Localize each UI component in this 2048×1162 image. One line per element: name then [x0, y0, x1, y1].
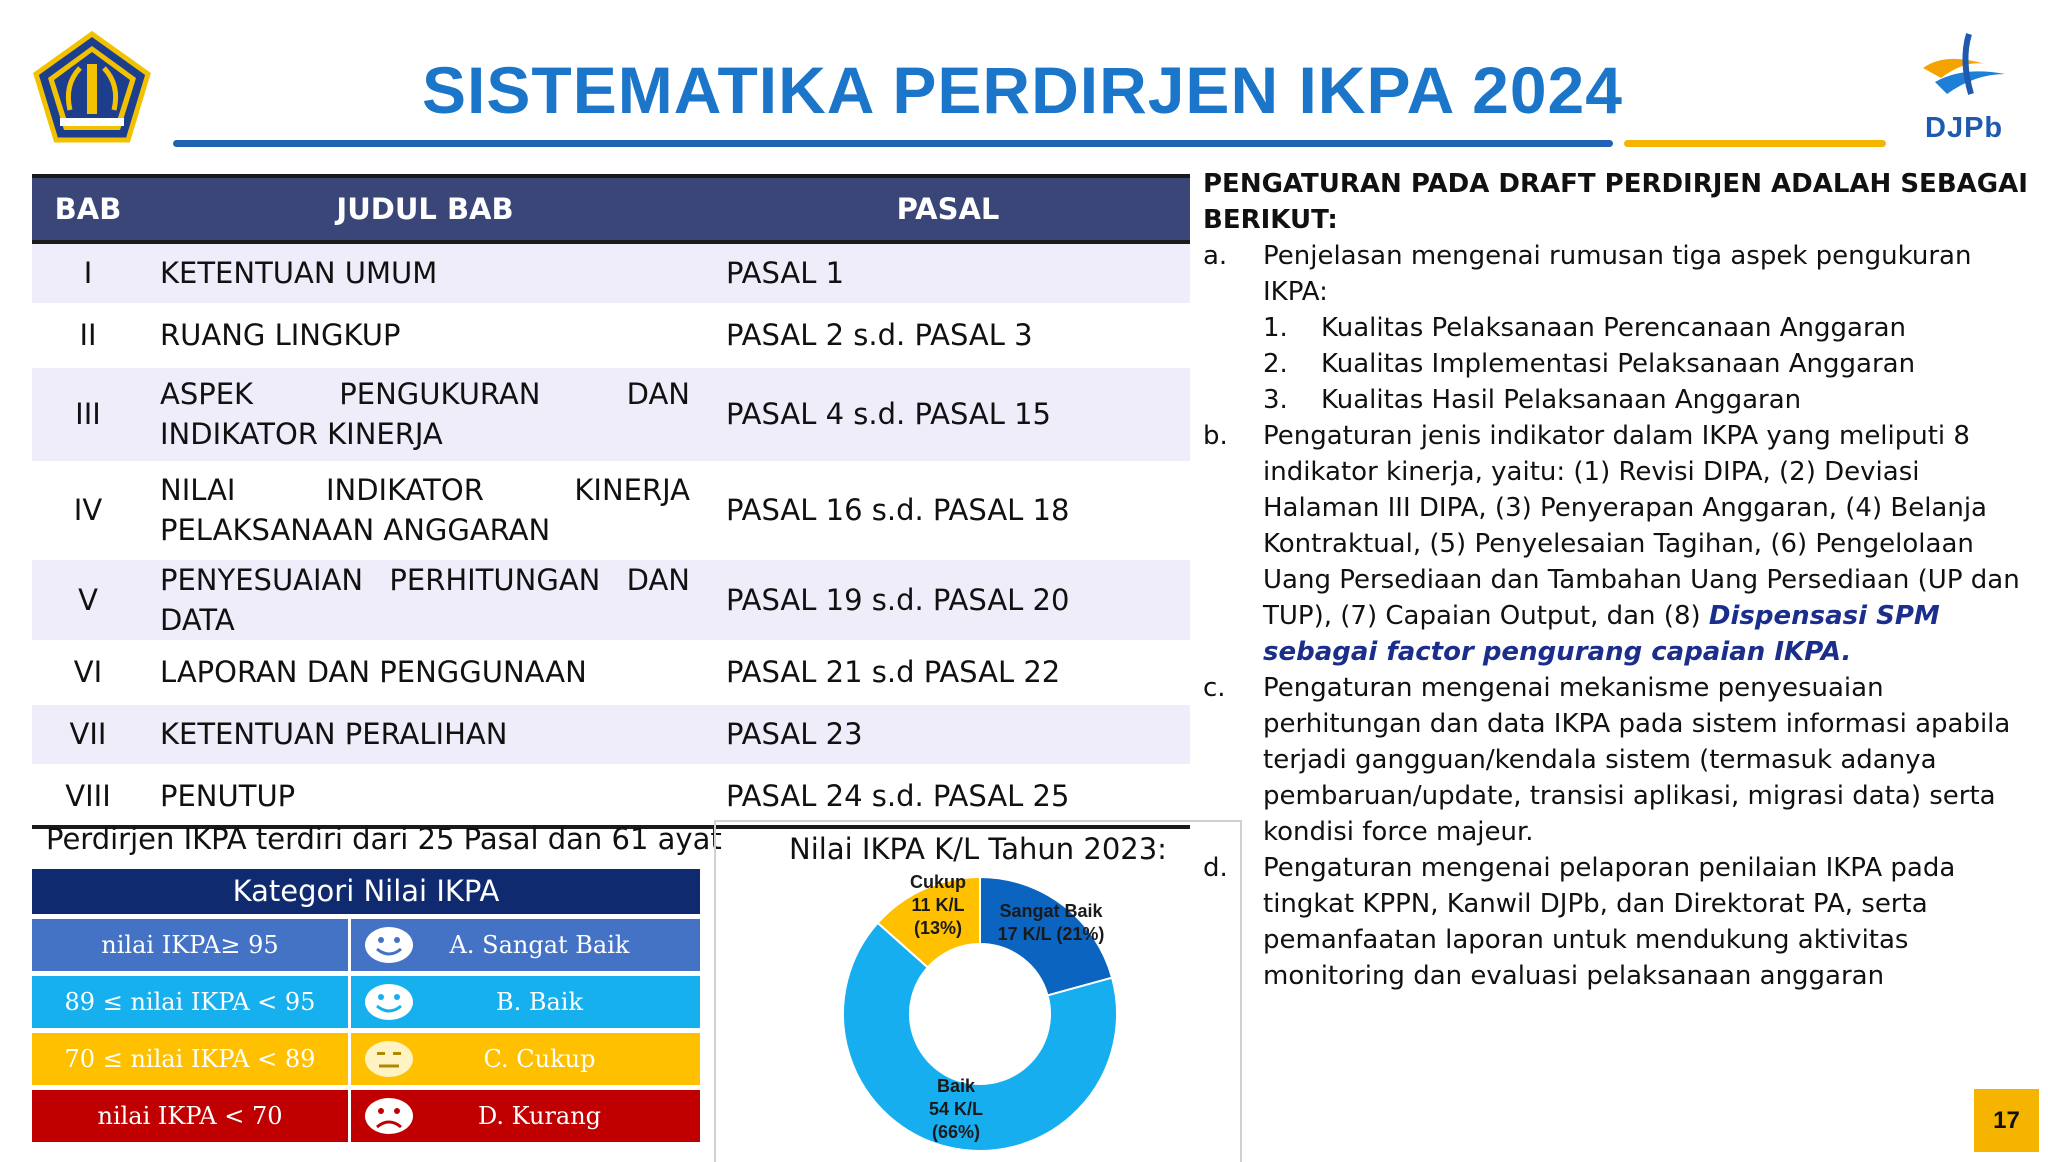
sub-text: Kualitas Implementasi Pelaksanaan Anggaran [1321, 349, 1916, 379]
sub-marker: 3. [1263, 385, 1288, 415]
donut-svg [716, 822, 1240, 1162]
ikpa-donut-chart [714, 820, 1242, 1162]
table-row [32, 304, 1190, 366]
kategori-row-kurang [32, 1090, 700, 1142]
bab-number: II [32, 304, 144, 366]
list-marker: a. [1203, 241, 1228, 271]
list-item-d [1203, 850, 2033, 994]
bab-number: IV [32, 462, 144, 558]
bab-title: RUANG LINGKUP [144, 304, 706, 366]
donut-label: 54 K/L [928, 1099, 984, 1119]
kategori-table [32, 869, 700, 1142]
header-pasal: PASAL [706, 176, 1190, 242]
summary-text: Perdirjen IKPA terdiri dari 25 Pasal dan 61 ayat [46, 822, 722, 856]
kategori-row-sangat-baik [32, 919, 700, 971]
table-row [32, 462, 1190, 558]
djpb-logo-text: DJPb [1925, 112, 2004, 144]
header-bab: BAB [32, 176, 144, 242]
bab-pasal: PASAL 2 s.d. PASAL 3 [706, 304, 1190, 366]
list-text: Penjelasan mengenai rumusan tiga aspek pengukuran IKPA: [1263, 241, 1972, 307]
bab-title: PENUTUP [144, 765, 706, 827]
bab-pasal: PASAL 4 s.d. PASAL 15 [706, 366, 1190, 462]
list-text-main: Pengaturan jenis indikator dalam IKPA yang meliputi 8 indikator kinerja, yaitu: (1) Revisi DIPA, (2) Deviasi Halaman III DIPA, (3) Penyerapan Anggaran, (4) Belanja Kontraktual, (5) Penyelesaian Tagihan, (6) Pengelolaan Uang Persediaan dan Tambahan Uang Persediaan (UP dan TUP), (7) Capaian Output, dan (8) [1263, 421, 2020, 631]
kemenkeu-logo [30, 30, 155, 145]
bab-title: NILAI INDIKATOR KINERJA PELAKSANAAN ANGGARAN [144, 462, 706, 558]
list-item-b [1203, 418, 2033, 670]
happy-face-icon [359, 976, 419, 1028]
bab-title: PENYESUAIAN PERHITUNGAN DAN DATA [144, 558, 706, 641]
bab-number: VIII [32, 765, 144, 827]
djpb-logo [1905, 30, 2015, 145]
donut-label: 17 K/L (21%) [997, 924, 1105, 944]
bab-table [32, 174, 1190, 829]
sub-item [1203, 346, 2033, 382]
donut-label: (66%) [931, 1122, 981, 1142]
list-text [1263, 418, 2033, 670]
kategori-label-cell [351, 1090, 700, 1142]
bab-number: VI [32, 641, 144, 703]
sad-face-icon [359, 1090, 419, 1142]
table-row [32, 765, 1190, 827]
kategori-label-cell [351, 919, 700, 971]
sub-marker: 1. [1263, 313, 1288, 343]
sub-item [1203, 310, 2033, 346]
bab-number: VII [32, 703, 144, 765]
list-text: Pengaturan mengenai mekanisme penyesuaian perhitungan dan data IKPA pada sistem informasi apabila terjadi gangguan/kendala sistem (termasuk adanya pembaruan/update, transisi aplikasi, migrasi data) serta kondisi force majeur. [1263, 673, 2011, 847]
kategori-label: A. Sangat Baik [449, 931, 630, 959]
kategori-label: D. Kurang [477, 1102, 602, 1130]
table-row [32, 558, 1190, 641]
kategori-label: C. Cukup [483, 1045, 596, 1073]
happy-face-icon [359, 919, 419, 971]
list-marker: d. [1203, 853, 1228, 883]
donut-label: Sangat Baik [999, 901, 1103, 921]
kategori-range: 70 ≤ nilai IKPA < 89 [32, 1033, 348, 1085]
kategori-range: 89 ≤ nilai IKPA < 95 [32, 976, 348, 1028]
list-item-c [1203, 670, 2033, 850]
highlight-text: Dispensasi SPM sebagai factor pengurang capaian IKPA. [1263, 601, 1940, 667]
kategori-range: nilai IKPA < 70 [32, 1090, 348, 1142]
neutral-face-icon [359, 1033, 419, 1085]
bab-title: ASPEK PENGUKURAN DAN INDIKATOR KINERJA [144, 366, 706, 462]
donut-label: (13%) [913, 918, 963, 938]
donut-label: Baik [936, 1076, 976, 1096]
table-row [32, 366, 1190, 462]
bab-pasal: PASAL 23 [706, 703, 1190, 765]
header-judul-bab: JUDUL BAB [144, 176, 706, 242]
list-text: Pengaturan mengenai pelaporan penilaian IKPA pada tingkat KPPN, Kanwil DJPb, dan Direktorat PA, serta pemanfaatan laporan untuk mendukung aktivitas monitoring dan evaluasi pelaksanaan anggaran [1263, 853, 1956, 991]
page-number: 17 [1974, 1089, 2039, 1152]
sub-item [1203, 382, 2033, 418]
table-row [32, 641, 1190, 703]
sub-marker: 2. [1263, 349, 1288, 379]
bab-pasal: PASAL 19 s.d. PASAL 20 [706, 558, 1190, 641]
bab-table-header [32, 176, 1190, 242]
kategori-row-cukup [32, 1033, 700, 1085]
bab-title: KETENTUAN UMUM [144, 242, 706, 304]
bab-title: KETENTUAN PERALIHAN [144, 703, 706, 765]
bab-number: V [32, 558, 144, 641]
chart-title: Nilai IKPA K/L Tahun 2023: [789, 832, 1167, 866]
pengaturan-heading: PENGATURAN PADA DRAFT PERDIRJEN ADALAH SEBAGAI BERIKUT: [1203, 169, 2028, 235]
bab-title: LAPORAN DAN PENGGUNAAN [144, 641, 706, 703]
list-item-a [1203, 238, 2033, 310]
bab-pasal: PASAL 16 s.d. PASAL 18 [706, 462, 1190, 558]
title-rule-yellow [1624, 140, 1886, 147]
kategori-label: B. Baik [495, 988, 584, 1016]
bab-number: III [32, 366, 144, 462]
kategori-label-cell [351, 1033, 700, 1085]
bab-pasal: PASAL 21 s.d PASAL 22 [706, 641, 1190, 703]
table-row [32, 242, 1190, 304]
list-marker: c. [1203, 673, 1226, 703]
list-marker: b. [1203, 421, 1228, 451]
donut-label: Cukup [910, 872, 966, 892]
sub-text: Kualitas Hasil Pelaksanaan Anggaran [1321, 385, 1802, 415]
sub-text: Kualitas Pelaksanaan Perencanaan Anggaran [1321, 313, 1907, 343]
kategori-title: Kategori Nilai IKPA [32, 869, 700, 914]
page-title: SISTEMATIKA PERDIRJEN IKPA 2024 [422, 53, 1623, 127]
title-rule-blue [173, 140, 1613, 147]
bab-pasal: PASAL 24 s.d. PASAL 25 [706, 765, 1190, 827]
kategori-label-cell [351, 976, 700, 1028]
table-row [32, 703, 1190, 765]
pengaturan-panel [1203, 166, 2033, 994]
kategori-row-baik [32, 976, 700, 1028]
bab-pasal: PASAL 1 [706, 242, 1190, 304]
bab-number: I [32, 242, 144, 304]
donut-label: 11 K/L [911, 895, 965, 915]
kategori-range: nilai IKPA≥ 95 [32, 919, 348, 971]
